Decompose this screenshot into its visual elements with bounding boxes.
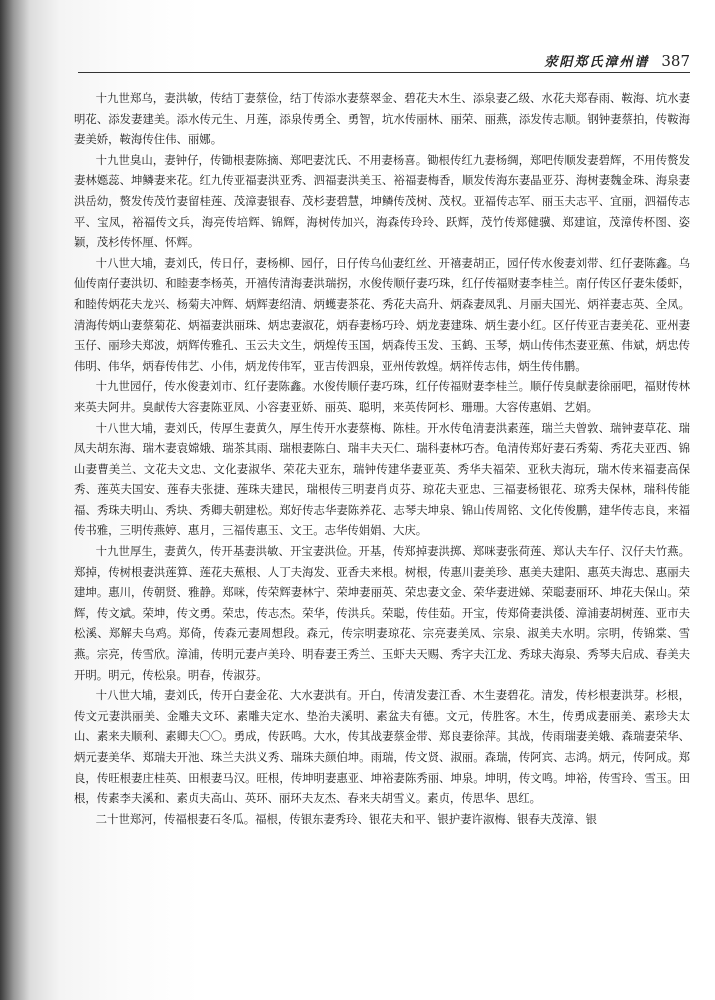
paragraph: 十九世臭山，妻钟仔，传锄根妻陈摘、郑吧妻沈氏、不用妻杨喜。锄根传红九妻杨绸，郑吧传顺发妻碧辉，不用传赘发妻林嫕蕊、坤鳞妻来花。红九传亚福妻洪亚秀、泗福妻洪美玉、裕福妻梅香，顺发传海东妻晶亚芬、海树妻魏金珠、海泉妻洪岳幼，赘发传茂竹妻留桂莲、茂漳妻银春、茂杉妻碧慧，坤鳞传茂树、茂权。亚福传志军、丽玉夫志平、宜丽，泗福传志平、宝凤，裕福传文兵，海亮传培辉、锦辉，海树传加兴，海森传玲玲、跃辉，茂竹传郑健骥、郑建谊，茂漳传杯图、姿颖，茂杉传怀厘、怀辉。 xyxy=(74,152,690,250)
paragraph: 十九世厚生，妻黄久，传开基妻洪敏、开宝妻洪俭。开基，传郑掉妻洪掷、郑咪妻张荷莲、郑认夫车仔、汉仔夫竹燕。郑掉，传树根妻洪莲算、莲花夫蕉根、人丁夫海发、亚香夫来根。树根，传惠川妻美珍、惠美夫建阳、惠英夫海忠、惠丽夫建坤。惠川，传朝贤、雅静。郑咪，传荣辉妻林宁、荣坤妻丽英、荣忠妻文金、荣华妻进娣、荣聪妻丽环、坤花夫保山。荣辉，传文斌。荣坤，传文勇。荣忠，传志杰。荣华，传洪兵。荣聪，传佳茹。开宝，传郑倚妻洪倭、漳浦妻胡树莲、亚市夫松溪、郑解夫乌鸡。郑倚，传森元妻周想段。森元，传宗明妻琼花、宗亮妻美凤、宗泉、淑美夫水明。宗明，传锦棠、雪燕。宗亮，传雪欣。漳浦，传明元妻卢美玲、明春妻王秀兰、玉虾夫天赐、秀字夫江龙、秀球夫海泉、秀琴夫启成、春美夫开明。明元，传松泉。明春，传淑芬。 xyxy=(74,544,690,682)
paragraph: 十八世大埔，妻刘氏，传日仔，妻杨柳、园仔，日仔传乌仙妻红丝、开禧妻胡正，园仔传水俊妻刘带、红仔妻陈鑫。乌仙传南仔妻洪切、和睦妻李杨英，开禧传清海妻洪瑞拐，水俊传顺仔妻巧珠，红仔传福财妻李桂兰。南仔传区仔妻朱倭虾，和睦传炳花夫龙兴、杨菊夫冲辉、炳辉妻绍清、炳蠖妻茶花、秀花夫高升、炳森妻凤乳、月丽夫国光、炳祥妻志英、全凤。清海传炳山妻蔡菊花、炳福妻洪丽珠、炳忠妻淑花，炳春妻杨巧玲、炳龙妻建珠、炳生妻小红。区仔传亚吉妻美花、亚州妻玉仔、丽珍夫郑波，炳辉传雅孔、玉云夫文生，炳煌传玉国，炳森传玉发、玉鹤、玉琴，炳山传伟杰妻亚蕉、伟斌，炳忠传伟明、伟华，炳春传伟艺、小伟，炳龙传伟军，亚吉传泗泉，亚州传敦煌。炳祥传志伟，炳生传伟鹏。 xyxy=(74,255,690,373)
genealogy-text xyxy=(74,88,690,988)
paragraph: 十八世大埔，妻刘氏，传厚生妻黄久，厚生传开水妻蔡梅、陈桂。开水传龟清妻洪素莲，瑞兰夫曾敦、瑞钟妻草花、瑞凤夫胡东海、瑞木妻袁嫦娥、瑞茶其雨、瑞根妻陈白、瑞丰夫天仁、瑞科妻林巧杏。龟清传郑好妻石秀菊、秀花夫亚西、锦山妻曹美兰、文花夫文忠、文化妻淑华、荣花夫亚东，瑞钟传建华妻亚英、秀华夫福荣、亚秋夫海玩，瑞木传来福妻高保秀、莲英夫国安、莲春夫张捷、莲珠夫建民，瑞根传三明妻肖贞芬、琼花夫亚忠、三福妻杨银花、琼秀夫保林，瑞科传能福、秀珠夫明山、秀块、秀卿夫朝建松。郑好传志华妻陈养花、志琴夫坤泉、锦山传周铭、文化传俊鹏，建华传志良，来福传书雅，三明传燕婷、惠月，三福传惠玉、文王。志华传娟娟、大庆。 xyxy=(74,420,690,538)
paragraph: 十九世郑乌，妻洪敏，传结丁妻蔡俭，结丁传添水妻蔡翠金、碧花夫木生、添泉妻乙级、水花夫郑春雨、鞍海、坑水妻明花、添发妻建美。添水传元生、月莲，添泉传勇全、勇智，坑水传丽林、丽荣、丽燕，添发传志顺。钢钟妻蔡拍，传鞍海妻美娇，鞍海传住伟、丽娜。 xyxy=(74,91,690,147)
paragraph: 二十世郑河，传福根妻石冬瓜。福根，传银东妻秀玲、银花夫和平、银护妻许淑梅、银春夫茂漳、银 xyxy=(95,811,597,826)
header-rule xyxy=(78,72,690,73)
paragraph: 十九世园仔，传水俊妻刘市、红仔妻陈鑫。水俊传顺仔妻巧珠，红仔传福财妻李桂兰。顺仔传臭献妻徐丽吧，福财传林来英夫阿井。臭献传大容妻陈亚凤、小容妻亚娇、丽英、聪明，来英传阿杉、珊珊。大容传惠娟、艺娟。 xyxy=(74,379,690,414)
page-header xyxy=(440,44,690,70)
running-title: 荥阳郑氏漳州谱 xyxy=(544,55,650,70)
page-number: 387 xyxy=(661,52,690,70)
paragraph: 十八世大埔，妻刘氏，传开白妻金花、大水妻洪有。开白，传清发妻江香、木生妻碧花。清发，传杉根妻洪芽。杉根，传文元妻洪丽美、金雕夫文环、素雕夫定水、垫治夫溪明、素盆夫有德。文元，传胜客。木生，传勇成妻丽美、素珍夫太山、素来夫顺利、素卿夫〇〇。勇成，传跃鸣。大水，传其战妻蔡金带、郑良妻徐萍。其战，传雨瑞妻美娥、森瑞妻荣华、炳元妻美华、郑瑞夫开池、珠兰夫洪义秀、瑞珠夫颜伯坤。雨瑞，传文贤、淑丽。森瑞，传阿宾、志鸿。炳元，传阿成。郑良，传旺根妻庄桂英、田根妻马汉。旺根，传坤明妻惠亚、坤裕妻陈秀丽、坤泉。坤明，传文鸣。坤裕，传雪玲、雪玉。田根，传素李夫溪和、素贞夫高山、英环、丽环夫友杰、春来夫胡雪义。素贞，传思华、思红。 xyxy=(74,688,690,806)
